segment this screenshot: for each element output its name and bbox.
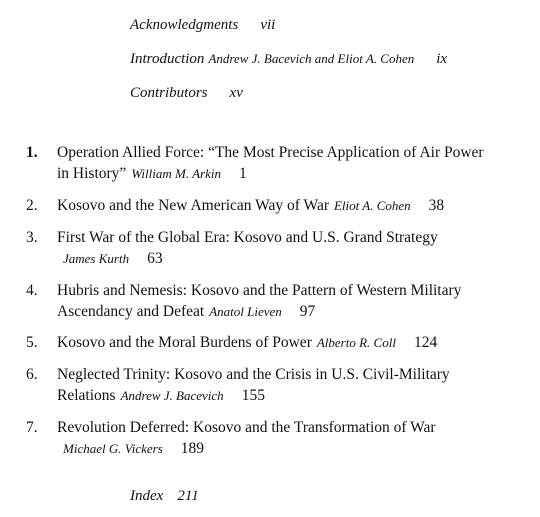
entry-title: Index: [130, 488, 164, 504]
chapter-title-continued: Relations: [57, 387, 116, 404]
entry-page: vii: [260, 17, 276, 33]
entry-page: ix: [436, 51, 448, 67]
chapter-title: Kosovo and the New American Way of War: [57, 197, 329, 214]
chapter-page: 38: [428, 197, 445, 214]
entry-title: Acknowledgments: [130, 17, 239, 33]
chapter-number: 6.: [26, 366, 38, 383]
chapter-page: 1: [239, 165, 247, 182]
chapter-number: 3.: [26, 229, 38, 246]
chapter-author: Michael G. Vickers: [63, 441, 163, 456]
chapter-number: 2.: [26, 197, 38, 214]
toc-entry-acknowledgments[interactable]: [130, 17, 275, 34]
chapter-title: First War of the Global Era: Kosovo and U.S. Grand Strategy: [57, 229, 438, 246]
chapter-author: Alberto R. Coll: [316, 335, 396, 350]
chapter-author: Eliot A. Cohen: [333, 198, 411, 213]
chapter-number: 7.: [26, 419, 38, 436]
entry-page: 211: [177, 488, 199, 504]
chapter-title: Hubris and Nemesis: Kosovo and the Pattern of Western Military: [57, 282, 462, 299]
toc-entry-introduction[interactable]: [130, 51, 447, 68]
chapter-number: 4.: [26, 282, 38, 299]
toc-entry-index[interactable]: [130, 488, 199, 505]
chapter-page: 97: [299, 303, 316, 320]
chapter-title: Neglected Trinity: Kosovo and the Crisis in U.S. Civil-Military: [57, 366, 450, 383]
chapter-author: Andrew J. Bacevich: [120, 388, 224, 403]
entry-title: Introduction: [130, 51, 205, 67]
entry-title: Contributors: [130, 85, 208, 101]
entry-page: xv: [229, 85, 243, 101]
chapter-page: 189: [180, 440, 204, 457]
chapter-title: Revolution Deferred: Kosovo and the Transformation of War: [57, 419, 436, 436]
toc-entry-contributors[interactable]: [130, 85, 243, 102]
entry-author: Andrew J. Bacevich and Eliot A. Cohen: [208, 51, 415, 66]
chapter-author: James Kurth: [63, 251, 130, 266]
chapter-title-continued: in History”: [57, 165, 127, 182]
chapter-author: Anatol Lieven: [209, 304, 282, 319]
chapter-page: 155: [241, 387, 265, 404]
chapter-number: 5.: [26, 334, 38, 351]
chapter-author: William M. Arkin: [131, 166, 221, 181]
chapter-page: 124: [413, 334, 438, 351]
chapter-title: Kosovo and the Moral Burdens of Power: [57, 334, 312, 351]
chapter-page: 63: [147, 250, 163, 267]
chapter-number: 1.: [26, 144, 38, 161]
chapter-title: Operation Allied Force: “The Most Precise Application of Air Power: [57, 144, 484, 161]
chapter-title-continued: Ascendancy and Defeat: [57, 303, 205, 320]
